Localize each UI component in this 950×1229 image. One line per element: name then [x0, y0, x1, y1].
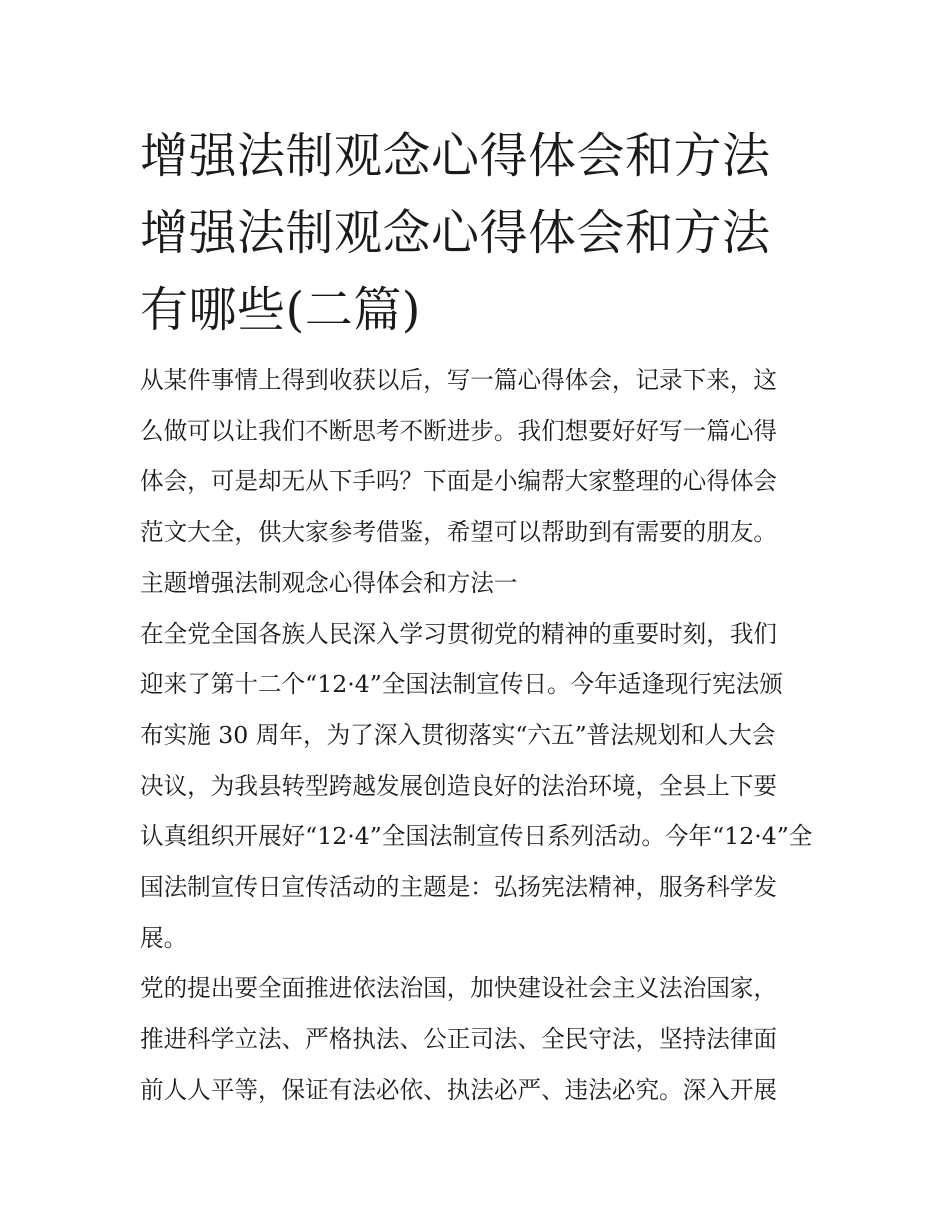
section-heading: 主题增强法制观念心得体会和方法一: [140, 568, 518, 597]
paragraph-legal-day: 在全党全国各族人民深入学习贯彻党的精神的重要时刻，我们 迎来了第十二个“12·4”全国法制宣传日。今年适逢现行宪法颁 布实施 30 周年，为了深入贯彻落实“六五”普法规划和人大会 决议，为我县转型跨越发展创造良好的法治环境，全县上下要 认真组织开展好“12·4”全国法制宣传日系列活动。今年“12·4”全 国法制宣传日宣传活动的主题是：弘扬宪法精神，服务科学发 展。: [140, 619, 813, 952]
paragraph-intro: 从某件事情上得到收获以后，写一篇心得体会，记录下来，这 么做可以让我们不断思考不断进步。我们想要好好写一篇心得 体会，可是却无从下手吗？下面是小编帮大家整理的心得体会 范文大全，供大家参考借鉴，希望可以帮助到有需要的朋友。: [140, 366, 778, 547]
document-title: 增强法制观念心得体会和方法 增强法制观念心得体会和方法 有哪些(二篇): [140, 128, 771, 338]
document-body: [140, 355, 820, 1116]
paragraph-rule-of-law: 党的提出要全面推进依法治国，加快建设社会主义法治国家， 推进科学立法、严格执法、公正司法、全民守法，坚持法律面 前人人平等，保证有法必依、执法必严、违法必究。深入开展: [140, 974, 778, 1104]
